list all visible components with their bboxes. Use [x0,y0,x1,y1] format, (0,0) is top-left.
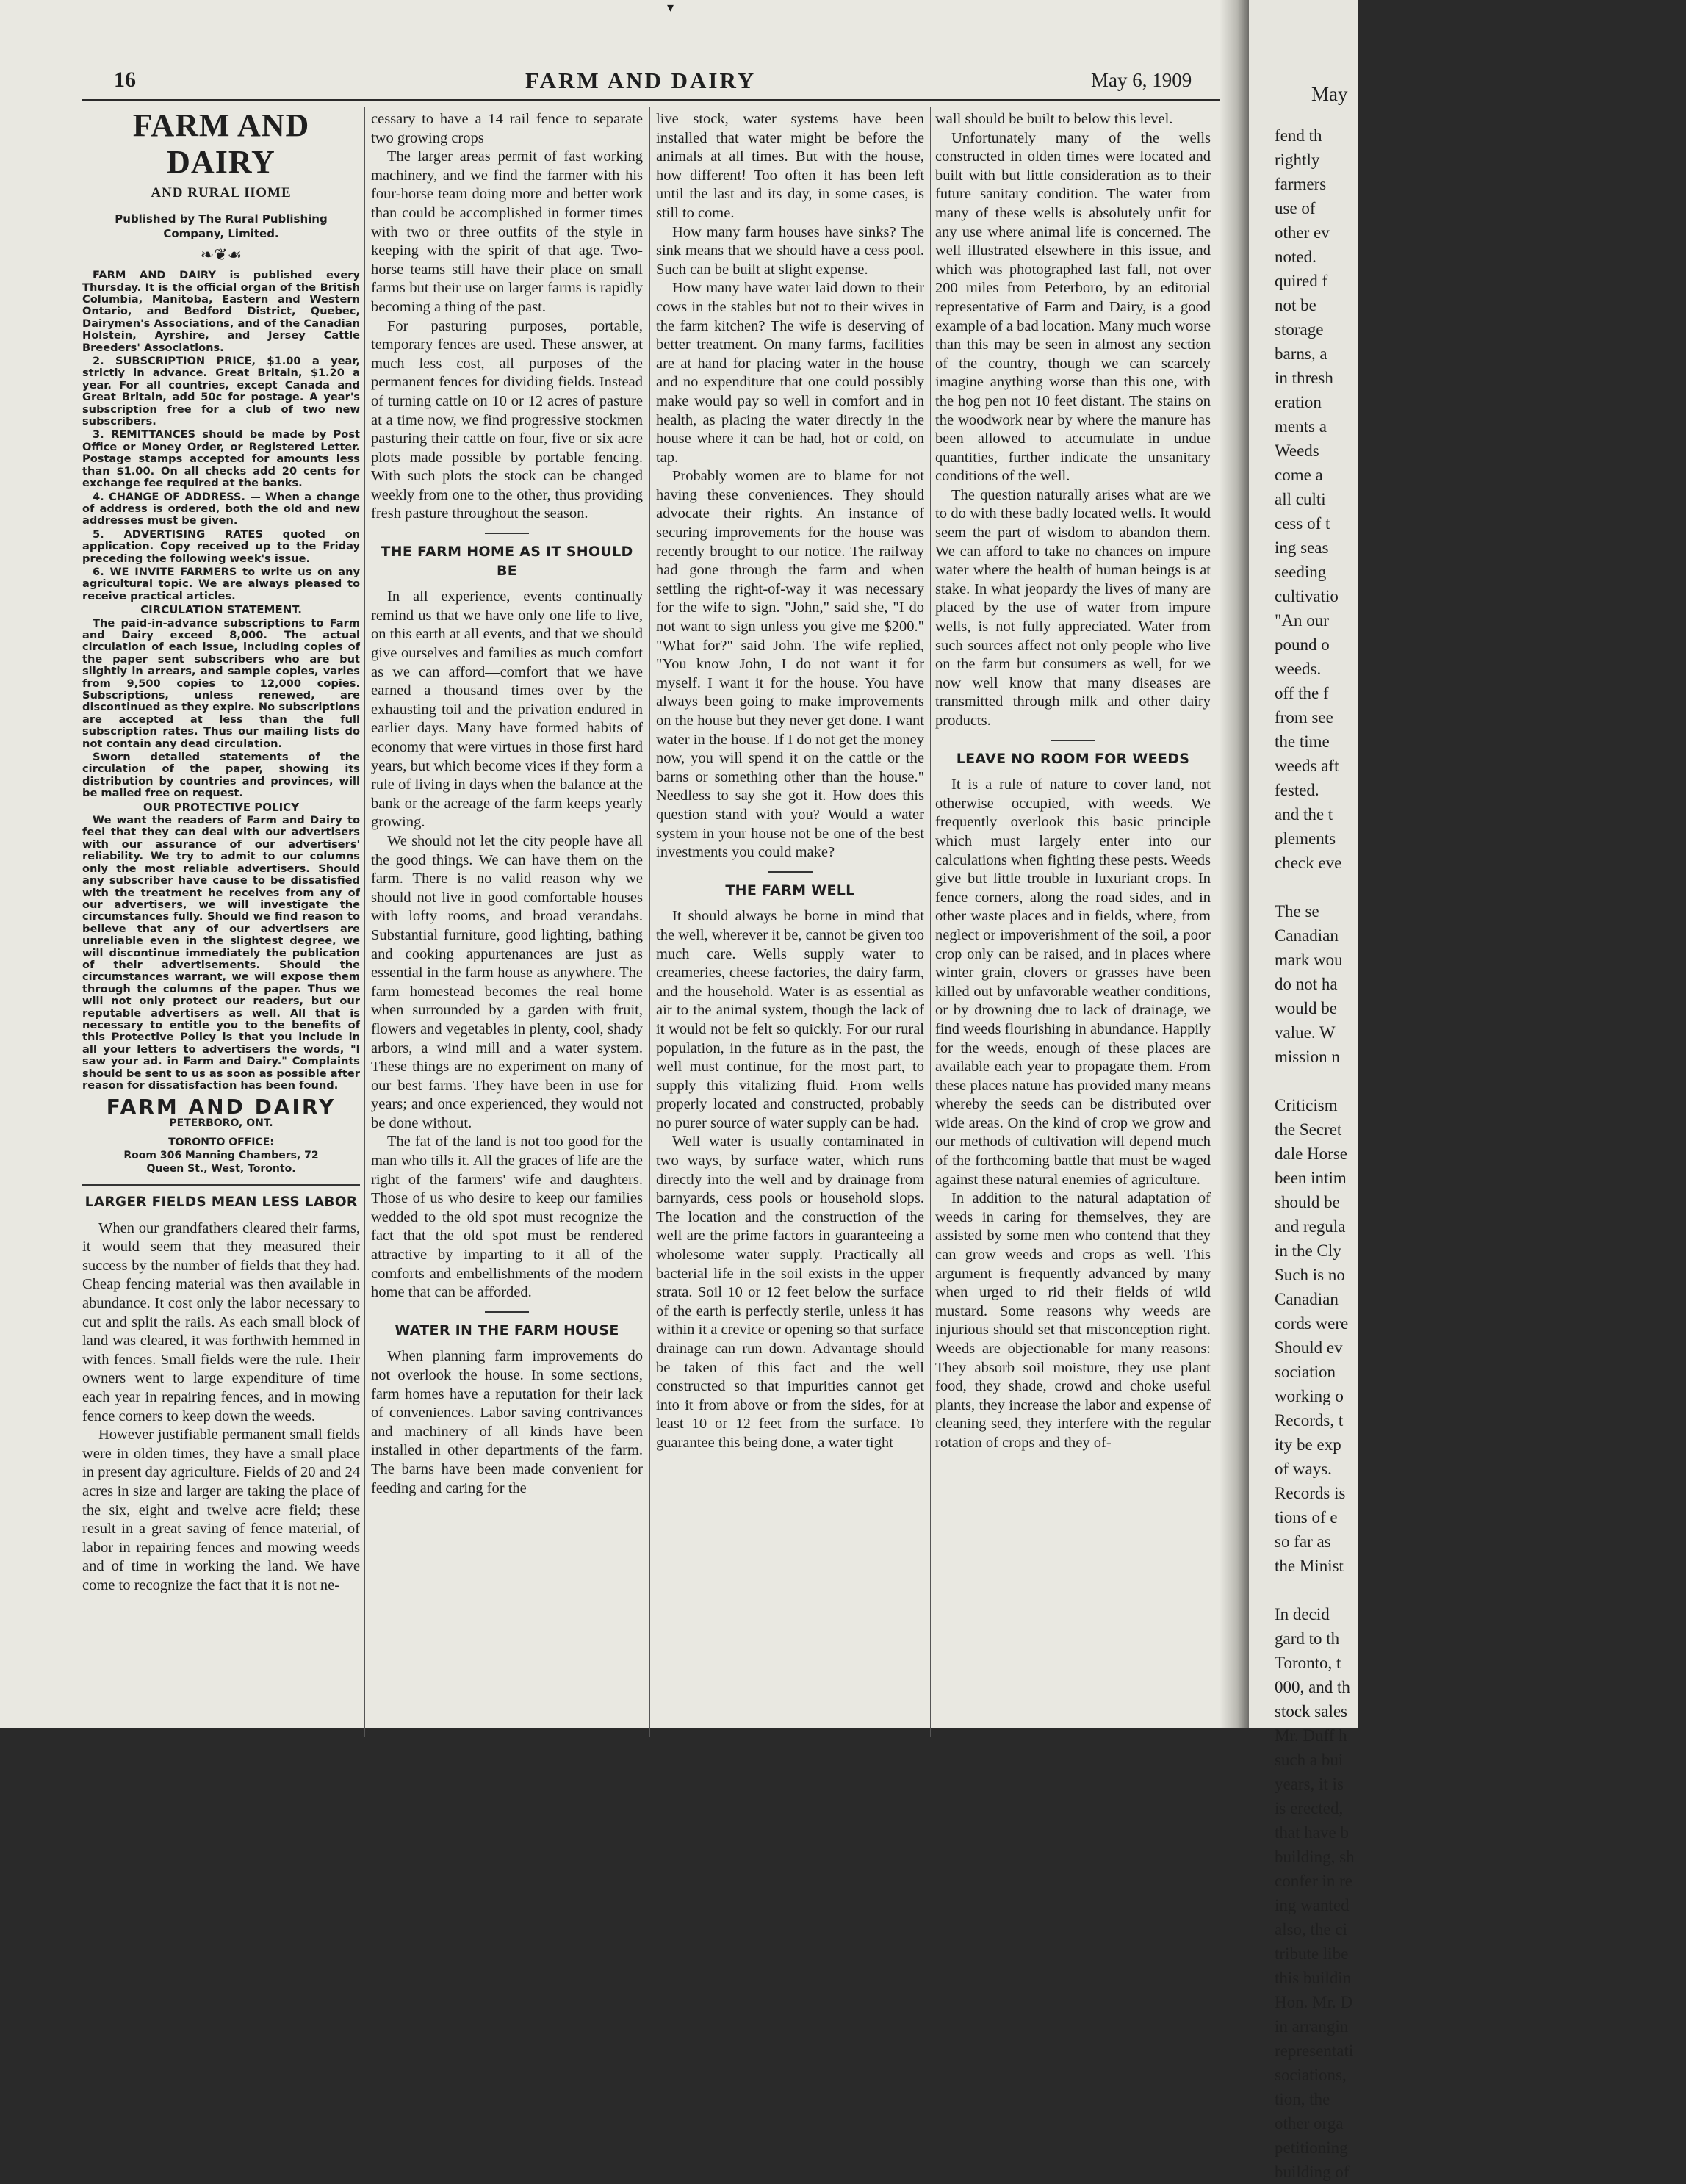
adjacent-page-line: pound o [1275,635,1330,654]
adjacent-page-line: plements [1275,829,1336,848]
adjacent-page-line: the Secret [1275,1120,1342,1139]
adjacent-page-line: do not ha [1275,975,1338,993]
adjacent-page-line: and the t [1275,805,1333,823]
adjacent-page-line: such a bui [1275,1751,1344,1769]
article-divider [768,871,813,873]
page-number: 16 [114,68,136,92]
adjacent-page-column [1275,123,1686,2184]
adjacent-page-line: other ev [1275,223,1330,242]
adjacent-page-line: seeding [1275,563,1327,581]
article-paragraph: The question naturally arises what are we to do with these badly located wells. It would seem the part of wisdom to abandon them. We can afford to take no chances on impure water where the health of human beings is at stake. In what jeopardy the lives of many are placed by the use of water from impure wells, is not fully appreciated. Water from such sources affect not only people who live on the farm but consumers as well, for we now well know that many diseases are transmitted through milk and other dairy products. [935,486,1211,729]
article-divider [1051,740,1095,741]
circulation-paragraph: The paid-in-advance subscriptions to Farm and Dairy exceed 8,000. The actual circulation of each issue, including copies of the paper sent subscribers who are but slightly in arrears, and sample copies, varies from 9,500 copies to 12,000 copies. Subscriptions, unless renewed, are discontinued as they expire. No subscriptions are accepted at less than the full subscription rates. Thus our mailing lists do not contain any dead circulation. [82,616,360,750]
binding-gutter [1220,0,1249,1728]
article-paragraph: For pasturing purposes, portable, temporary fences are used. These answer, at much less cost, all purposes of the permanent fences for dividing fields. Instead of turning cattle on 10 or 12 acres of pasture at a time now, we find progressive stockmen pasturing their cattle on four, five or six acre plots made possible by portable fencing. With such plots the stock can be changed weekly from one to the other, thus providing fresh pasture throughout the season. [371,317,643,522]
terms-paragraph: 4. CHANGE OF ADDRESS. — When a change of address is ordered, both the old and new addresses must be given. [82,490,360,527]
adjacent-page-line: rightly [1275,151,1320,169]
adjacent-page-line [1275,1578,1686,1602]
adjacent-page-line: building of [1275,2163,1350,2181]
masthead-title: FARM AND DAIRY [132,107,310,180]
adjacent-page-line: farmers [1275,175,1327,193]
adjacent-page-line: use of [1275,199,1316,217]
masthead-footer-title: FARM AND DAIRY [106,1095,336,1120]
terms-paragraph: 6. WE INVITE FARMERS to write us on any agricultural topic. We are always pleased to receive practical articles. [82,565,360,602]
adjacent-page-line: representati [1275,2041,1354,2060]
adjacent-page-line: weeds aft [1275,757,1339,775]
toronto-office-heading: TORONTO OFFICE: [168,1136,274,1148]
article-paragraph: The fat of the land is not too good for the man who tills it. All the graces of life are the right of the farmers' wife and daughters. Those of us who desire to keep our families wedded to the old spot must recognize the fact that the old spot must be rendered attractive by imparting to it all of the comforts and embellishments of the modern home that can be afforded. [371,1134,643,1301]
terms-paragraph: 5. ADVERTISING RATES quoted on application. Copy received up to the Friday preceding the following week's issue. [82,527,360,565]
article-heading: LARGER FIELDS MEAN LESS LABOR [84,1194,358,1210]
article-paragraph: wall should be built to below this level. [935,111,1173,127]
toronto-office-address: Room 306 Manning Chambers, 72 Queen St., West, Toronto. [123,1150,319,1175]
adjacent-page-line: all culti [1275,490,1326,508]
adjacent-page-line: come a [1275,466,1323,484]
terms-paragraph: FARM AND DAIRY is published every Thursday. It is the official organ of the British Columbia, Manitoba, Eastern and Western Ontario, and Bedford District, Quebec, Dairymen's Associations, and of the Canadian Holstein, Ayrshire, and Jersey Cattle Breeders' Associations. [82,269,360,354]
article-paragraph: When our grandfathers cleared their farms, it would seem that they measured their success by the number of fields that they had. Cheap fencing material was then available in abundance. It cost only the labor necessary to cut and split the rails. As each small block of land was cleared, it was forthwith hemmed in with fences. Small fields were the rule. Their owners went to large expenditure of time each year in repairing fences, and in mowing fence corners to keep down the weeds. [82,1219,360,1424]
adjacent-page-line: the Minist [1275,1557,1344,1575]
adjacent-page-line: the time [1275,732,1330,751]
adjacent-page-line: sociations, [1275,2066,1347,2084]
adjacent-page-line [1275,1069,1686,1093]
terms-paragraph: 3. REMITTANCES should be made by Post Office or Money Order, or Registered Letter. Postage stamps accepted for amounts less than $1.00. On all checks add 20 cents for exchange fee required at the banks. [82,428,360,490]
column-rule [649,107,650,1737]
adjacent-page-line: should be [1275,1193,1340,1211]
article-paragraph: Unfortunately many of the wells constructed in olden times were located and built with but little consideration as to their future sanitary condition. The water from many of these wells is absolutely unfit for any use where animal life is concerned. The well illustrated elsewhere in this issue, and which was photographed last fall, not over 200 miles from Peterboro, by an editorial representative of Farm and Dairy, is a good example of a bad location. Many much worse than this may be seen in almost any section of the country, though we can scarcely imagine anything worse than this one, with the hog pen not 10 feet distant. The stains on the woodwork near by where the manure has been allowed to accumulate in undue quantities, further indicate the unsanitary conditions of the well. [935,129,1211,485]
adjacent-page-line: ing seas [1275,538,1329,557]
column-rule [364,107,365,1737]
article-paragraph: However justifiable permanent small fields were in olden times, they have a small place in present day agriculture. Fields of 20 and 24 acres in size and larger are taking the place of the six, eight and twelve acre field; these result in a great saving of fence material, of labor in repairing fences and mowing weeds and of time in working the land. We have come to recognize the fact that it is not ne- [82,1427,360,1593]
article-paragraph: It should always be borne in mind that the well, wherever it be, cannot be given too much care. Wells supply water to creameries, cheese factories, the dairy farm, and the household. Water is as essential as air to the animal system, though the lack of it would not be felt so quickly. For our rural population, in the future as in the past, the well must continue, for the most part, to supply this vitalizing fluid. From wells properly located and constructed, probably no purer source of water supply can be had. [656,908,924,1131]
adjacent-page-line: Should ev [1275,1338,1343,1357]
article-paragraph: How many have water laid down to their cows in the stables but not to their wives in the farm kitchen? The wife is deserving of better treatment. On many farms, facilities are at hand for placing water in the house and no expenditure that one could possibly make would pay so well in comfort and in health, as placing the water directly in the house where it can be had, hot or cold, on tap. [656,280,924,466]
article-paragraph: live stock, water systems have been installed that water might be before the animals at all times. But with the house, how different! Too often it has been left until the last and its day, in some cases, is still to come. [656,111,924,221]
article-paragraph: In all experience, events continually remind us that we have only one life to live, on this earth at all events, and that we should give ourselves and families as much comfort as we can afford—comfort that we have earned a thousand times over by the exhausting toil and the privation endured in earlier days. Many have formed habits of economy that were virtues in those first hard years, but which become vices if they form a rule of living in days when the balance at the bank or the acreage of the farm keeps yearly growing. [371,588,643,831]
adjacent-page-line: cess of t [1275,514,1330,533]
adjacent-page-line: The se [1275,902,1319,920]
ornament-icon: ❧❦☙ [200,245,242,264]
adjacent-page-line: eration [1275,393,1322,411]
adjacent-page-line: confer in re [1275,1872,1352,1890]
adjacent-page-header: May [1311,83,1348,105]
adjacent-page-line: "An our [1275,611,1329,630]
article-heading: THE FARM HOME AS IT SHOULD BE [381,544,633,579]
adjacent-page-line: and regula [1275,1217,1346,1236]
masthead-subtitle: AND RURAL HOME [151,185,292,201]
column-3 [656,110,924,1453]
column-2 [371,110,643,1498]
adjacent-page-line: other orga [1275,2114,1344,2133]
adjacent-page-line: dale Horse [1275,1145,1347,1163]
adjacent-page-line: value. W [1275,1023,1336,1042]
adjacent-page-line: mission n [1275,1048,1340,1066]
adjacent-page-line: cords were [1275,1314,1349,1333]
column-rule [930,107,931,1737]
adjacent-page-line: this buildin [1275,1969,1352,1987]
adjacent-page-line: in arrangin [1275,2017,1349,2036]
adjacent-page-line: Criticism [1275,1096,1338,1114]
article-paragraph: When planning farm improvements do not overlook the house. In some sections, farm homes have a reputation for their lack of conveniences. Labor saving contrivances and machinery of all kinds have been installed in other departments of the farm. The barns have been made convenient for feeding and caring for the [371,1348,643,1496]
adjacent-page-line: stock sales [1275,1702,1348,1720]
article-paragraph: How many farm houses have sinks? The sink means that we should have a cess pool. Such can be built at slight expense. [656,223,924,278]
article-heading: WATER IN THE FARM HOUSE [395,1322,619,1338]
section-rule [82,1184,360,1186]
adjacent-page-line: Toronto, t [1275,1654,1341,1672]
policy-paragraph: We want the readers of Farm and Dairy to feel that they can deal with our advertisers with our assurance of our advertisers' reliability. We try to admit to our columns only the most reliable advertisers. Should any subscriber have cause to be dissatisfied with the treatment he receives from any of our advertisers, we will investigate the circumstances fully. Should we find reason to believe that any of our advertisers are unreliable even in the slightest degree, we will discontinue immediately the publication of their advertisements. Should the circumstances warrant, we will expose them through the columns of the paper. Thus we will not only protect our readers, but our reputable advertisers as well. All that is necessary to entitle you to the benefits of this Protective Policy is that you include in all your letters to advertisers the words, "I saw your ad. in Farm and Dairy." Complaints should be sent to us as soon as possible after reason for dissatisfaction has been found. [82,814,360,1092]
running-title: FARM AND DAIRY [525,68,757,93]
adjacent-page-line: tribute libe [1275,1945,1349,1963]
adjacent-page-line: tions of e [1275,1508,1338,1527]
adjacent-page-line: building, sh [1275,1848,1355,1866]
adjacent-page-line: Records is [1275,1484,1346,1502]
adjacent-page-line: off the f [1275,684,1329,702]
article-paragraph: It is a rule of nature to cover land, not otherwise occupied, with weeds. We frequently overlook this basic principle which must largely enter into our calculations when fighting these pests. Weeds give but little trouble in luxuriant crops. In fence corners, along the road sides, and in other waste places and in fields, where, from neglect or impoverishment of the soil, a poor crop only can be raised, and in places where winter grain, clovers or grasses have been killed out by unfavorable weather conditions, or by drowning due to lack of drainage, we find weeds flourishing in abundance. Happily for the weeds, enough of these places are available each year to propagate them. From these places nature has provided many means whereby the seeds can be distributed over wide areas. On the kind of crop we grow and our methods of cultivation will depend much of the forthcoming battle that must be waged against these natural enemies of agriculture. [935,776,1211,1188]
terms-paragraph: 2. SUBSCRIPTION PRICE, $1.00 a year, strictly in advance. Great Britain, $1.20 a year. For all countries, except Canada and Great Britain, add 50c for postage. A year's subscription free for a club of two new subscribers. [82,355,360,428]
adjacent-page-line: tion, the [1275,2090,1330,2108]
header-rule [82,99,1221,101]
adjacent-page-line: storage [1275,320,1324,339]
article-paragraph: The larger areas permit of fast working machinery, and we find the farmer with his four-horse team doing more and better work than could be accomplished in former times with two or three outfits of the style in keeping with the spirit of that age. Two-horse teams still have their place on small farms but their use on larger farms is rapidly becoming a thing of the past. [371,148,643,315]
adjacent-page-line: Hon. Mr. D [1275,1993,1353,2011]
adjacent-page-line: Canadian [1275,926,1339,945]
adjacent-page-line: weeds. [1275,660,1322,678]
adjacent-page-line: not be [1275,296,1316,314]
adjacent-page-line: would be [1275,999,1337,1017]
article-heading: THE FARM WELL [725,882,855,898]
adjacent-page-line: quired f [1275,272,1328,290]
policy-heading: OUR PROTECTIVE POLICY [143,800,300,814]
adjacent-page-line: mark wou [1275,951,1343,969]
adjacent-page-line [1275,875,1686,899]
adjacent-page-line: of ways. [1275,1460,1332,1478]
adjacent-page-line: Records, t [1275,1411,1344,1430]
masthead-terms [82,270,360,1092]
article-divider [485,533,529,534]
adjacent-page-line: petitioning [1275,2138,1348,2157]
column-4 [935,110,1211,1453]
adjacent-page-line: that have b [1275,1823,1349,1842]
article-paragraph: Well water is usually contaminated in two ways, by surface water, which runs directly into the well and by drainage from barnyards, cess pools or household slops. The location and the construction of the well are the prime factors in guaranteeing a wholesome water supply. Practically all bacterial life in the soil exists in the upper strata. Soil 10 or 12 feet below the surface of the earth is perfectly sterile, unless it has within it a crevice or opening so that surface drainage can run down. Advantage should be taken of this fact and the well constructed so that impurities cannot get into it from above or from the sides, for at least 10 or 12 feet from the surface. To guarantee this being done, a water tight [656,1134,924,1451]
adjacent-page-line: ments a [1275,417,1327,436]
article-paragraph: We should not let the city people have all the good things. We can have them on the farm. There is no valid reason why we should not live in good comfortable houses with lofty rooms, and broad verandahs. Substantial furniture, good lighting, bathing and cooking appurtenances are just as essential in the farm house as anywhere. The farm homestead becomes the real home when surrounded by a garden with fruit, flowers and vegetables in plenty, cool, shady arbors, a wind mill and a water system. These things are no experiment on many of our best farms. They have been in use for years; and once experienced, they would not be done without. [371,832,643,1131]
adjacent-page-line: gard to th [1275,1629,1340,1648]
adjacent-page-line: fested. [1275,781,1319,799]
issue-date: May 6, 1909 [1091,69,1192,91]
adjacent-page-line: Such is no [1275,1266,1345,1284]
adjacent-page-line: also, the ci [1275,1920,1347,1939]
adjacent-page-line: barns, a [1275,345,1327,363]
circulation-paragraph: Sworn detailed statements of the circulation of the paper, showing its distribution by countries and provinces, will be mailed free on request. [82,751,360,800]
article-heading: LEAVE NO ROOM FOR WEEDS [956,750,1190,767]
adjacent-page-line: 000, and th [1275,1678,1350,1696]
adjacent-page-line: ity be exp [1275,1435,1341,1454]
page-top-mark: ▾ [667,0,674,15]
adjacent-page-edge [1249,0,1358,2181]
adjacent-page-line: noted. [1275,248,1316,266]
adjacent-page-line: in the Cly [1275,1241,1341,1260]
article-divider [485,1311,529,1313]
article-paragraph: cessary to have a 14 rail fence to separate two growing crops [371,111,643,146]
article-paragraph: Probably women are to blame for not having these conveniences. They should advocate their rights. An instance of securing improvements for the house was recently brought to our notice. The railway had gone through the farm and when settling the right-of-way it was necessary for the wife to sign. "John," said she, "I do not want to sign unless you give me $200." "What for?" said John. The wife replied, "You know John, I do not want it for myself. I want it for the house. You have always been going to make improvements on the house but they never get done. I want water in the house. If I do not get the money now, you will spend it on the cattle or the barns or something other than the house." Needless to say she got it. How does this question stand with you? Would a water system in your house not be one of the best investments you could make? [656,468,924,861]
adjacent-page-line: Mr. Duff h [1275,1726,1347,1745]
adjacent-page-line: from see [1275,708,1333,727]
adjacent-page-line: Weeds [1275,442,1319,460]
adjacent-page-line: In decid [1275,1605,1330,1623]
adjacent-page-line: in thresh [1275,369,1333,387]
adjacent-page-line: so far as [1275,1532,1331,1551]
adjacent-page-line: is erected, [1275,1799,1344,1817]
adjacent-page-line: Canadian [1275,1290,1339,1308]
adjacent-page-line: sociation [1275,1363,1336,1381]
article-paragraph: In addition to the natural adaptation of weeds in caring for themselves, they are assisted by some men who contend that they can grow weeds and crops as well. This argument is frequently advanced by many when urged to rid their fields of wild mustard. Some reasons why weeds are injurious should set that misconception right. Weeds are objectionable for many reasons: They absorb soil moisture, they use plant food, they shade, crowd and choke useful plants, they increase the labor and expense of cleaning seed, they interfere with the regular rotation of crops and they of- [935,1190,1211,1451]
masthead-city: PETERBORO, ONT. [169,1117,273,1129]
adjacent-page-line: ing wanted [1275,1896,1350,1914]
masthead-publisher: Published by The Rural Publishing Company, Limited. [115,212,328,240]
running-header [114,68,1223,97]
adjacent-page-line: been intim [1275,1169,1347,1187]
column-1 [82,107,360,1595]
adjacent-page-line: fend th [1275,126,1322,145]
adjacent-page-line: check eve [1275,854,1342,872]
adjacent-page-line: cultivatio [1275,587,1339,605]
adjacent-page-line: working o [1275,1387,1344,1405]
circulation-heading: CIRCULATION STATEMENT. [140,603,302,617]
adjacent-page-line: years, it is [1275,1775,1344,1793]
